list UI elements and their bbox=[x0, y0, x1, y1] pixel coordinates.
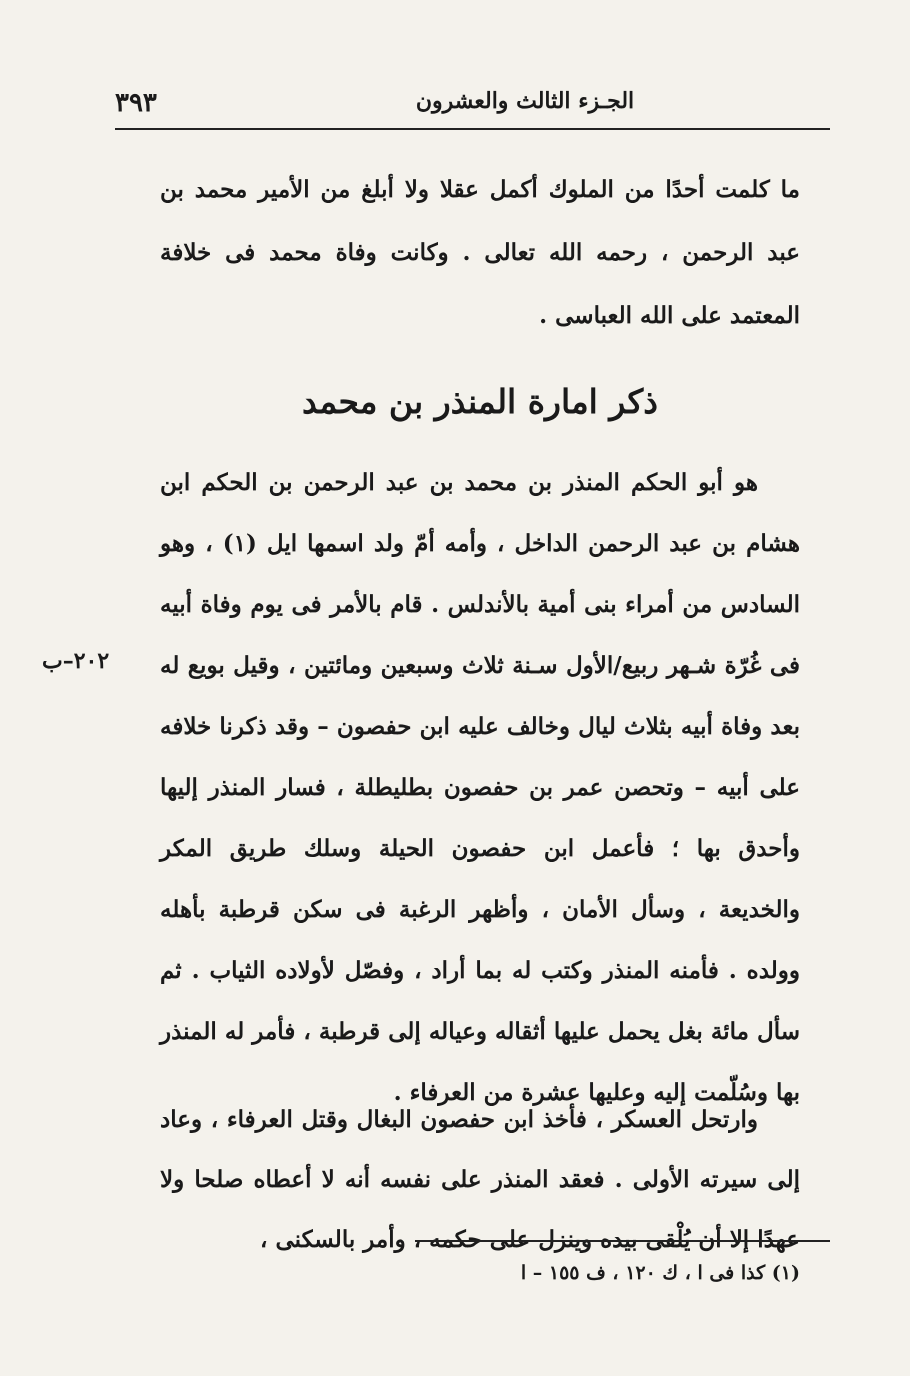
section-heading: ذكر امارة المنذر بن محمد bbox=[302, 382, 658, 421]
footnote: (١) كذا فى ا ، ك ١٢٠ ، ف ١٥٥ – ا bbox=[520, 1262, 800, 1284]
page-number: ٣٩٣ bbox=[115, 88, 157, 118]
footnote-rule bbox=[415, 1240, 830, 1242]
running-title: الجـزء الثالث والعشرون bbox=[415, 88, 635, 114]
closing-paragraph: وارتحل العسكر ، فأخذ ابن حفصون البغال وقتل العرفاء ، وعاد إلى سيرته الأولى . فعقد المنذر على نفسه أنه لا أعطاه صلحا ولا عهدًا إلا أن يُلْقى بيده وينزل على حكمه ، وأمر بالسكنى ، bbox=[160, 1106, 800, 1253]
header-rule bbox=[115, 128, 830, 130]
main-paragraph: هو أبو الحكم المنذر بن محمد بن عبد الرحمن بن الحكم ابن هشام بن عبد الرحمن الداخل ، وأمه أمّ ولد اسمها ايل (١) ، وهو السادس من أمراء بنى أمية بالأندلس . قام بالأمر فى يوم وفاة أبيه فى غُرّة شـهر ربيع/الأول سـنة ثلاث وسبعين ومائتين ، وقيل بويع له بعد وفاة أبيه بثلاث ليال وخالف عليه ابن حفصون – وقد ذكرنا خلافه على أبيه – وتحصن عمر بن حفصون بطليطلة ، فسار المنذر إليها وأحدق بها ؛ فأعمل ابن حفصون الحيلة وسلك طريق المكر والخديعة ، وسأل الأمان ، وأظهر الرغبة فى سكن قرطبة بأهله وولده . فأمنه المنذر وكتب له بما أراد ، وفصّل لأولاده الثياب . ثم سأل مائة بغل يحمل عليها أثقاله وعياله إلى قرطبة ، فأمر له المنذر بها وسُلّمت إليه وعليها عشرة من العرفاء . bbox=[160, 469, 800, 1106]
page-header bbox=[115, 82, 830, 128]
manuscript-folio-note: ٢٠٢–ب bbox=[42, 648, 110, 674]
intro-paragraph: ما كلمت أحدًا من الملوك أكمل عقلا ولا أبلغ من الأمير محمد بن عبد الرحمن ، رحمه الله تعالى . وكانت وفاة محمد فى خلافة المعتمد على الله العباسى . bbox=[160, 176, 800, 329]
